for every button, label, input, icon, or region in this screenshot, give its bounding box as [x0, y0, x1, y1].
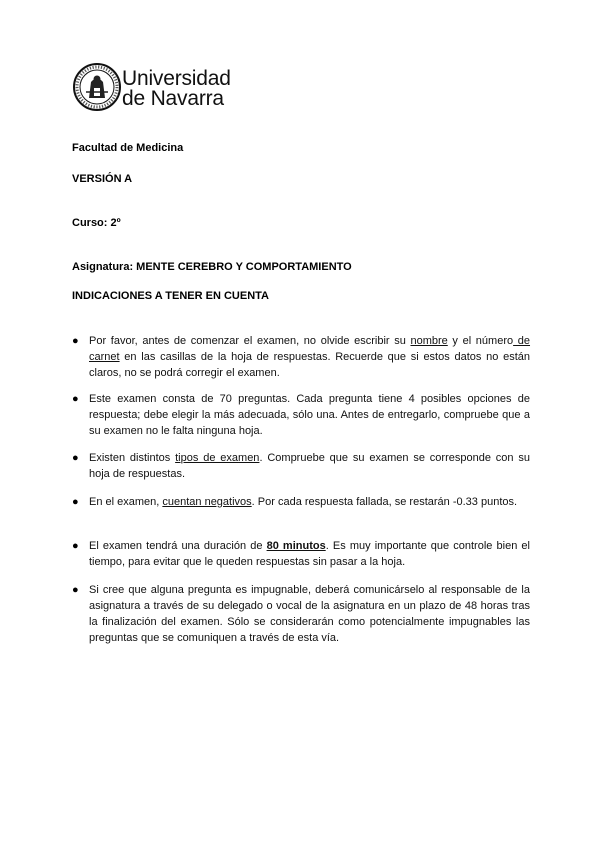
university-name-line1: Universidad — [122, 67, 231, 90]
bullet-icon: ● — [72, 496, 79, 508]
university-name-line2: de Navarra — [122, 87, 224, 110]
university-name — [122, 69, 231, 109]
university-seal-icon — [72, 62, 122, 112]
underlined-tipos: tipos de examen — [175, 452, 260, 464]
underlined-duration: 80 minutos — [266, 540, 326, 552]
bullet-icon: ● — [72, 335, 79, 347]
instruction-text-3: Existen distintos tipos de examen. Compruebe que su examen se corresponde con su hoja de respuestas. — [89, 452, 530, 480]
instruction-text-1: Por favor, antes de comenzar el examen, no olvide escribir su nombre y el número de carnet en las casillas de la hoja de respuestas. Recuerde que si estos datos no están claros, no se podrá corregir el examen. — [89, 335, 531, 379]
underlined-negativos: cuentan negativos — [162, 496, 252, 508]
subject-heading: Asignatura: MENTE CEREBRO Y COMPORTAMIENTO — [72, 261, 352, 273]
instruction-text-6: Si cree que alguna pregunta es impugnable, deberá comunicárselo al responsable de la asignatura a través de su delegado o vocal de la asignatura en un plazo de 48 horas tras la finalización del examen. Sólo se considerarán como potencialmente impugnables las preguntas que se comuniquen a través de esta vía. — [89, 584, 530, 644]
course-heading: Curso: 2º — [72, 217, 121, 229]
instruction-text-2: Este examen consta de 70 preguntas. Cada pregunta tiene 4 posibles opciones de respuesta; debe elegir la más adecuada, sólo una. Antes de entregarlo, compruebe que a su examen no le falta ninguna hoja. — [89, 393, 530, 437]
underlined-nombre: nombre — [410, 335, 448, 347]
instruction-text-4: En el examen, cuentan negativos. Por cada respuesta fallada, se restarán -0.33 puntos. — [89, 496, 518, 508]
bullet-icon: ● — [72, 584, 79, 596]
instruction-text-5: El examen tendrá una duración de 80 minutos. Es muy importante que controle bien el tiempo, para evitar que le queden respuestas sin pasar a la hoja. — [89, 540, 530, 568]
version-heading: VERSIÓN A — [72, 173, 133, 185]
bullet-icon: ● — [72, 393, 79, 405]
bullet-icon: ● — [72, 452, 79, 464]
instructions-title: INDICACIONES A TENER EN CUENTA — [72, 290, 269, 302]
faculty-heading: Facultad de Medicina — [72, 142, 184, 154]
bullet-icon: ● — [72, 540, 79, 552]
university-logo — [72, 62, 252, 114]
underlined-carnet: de carnet — [89, 335, 531, 363]
